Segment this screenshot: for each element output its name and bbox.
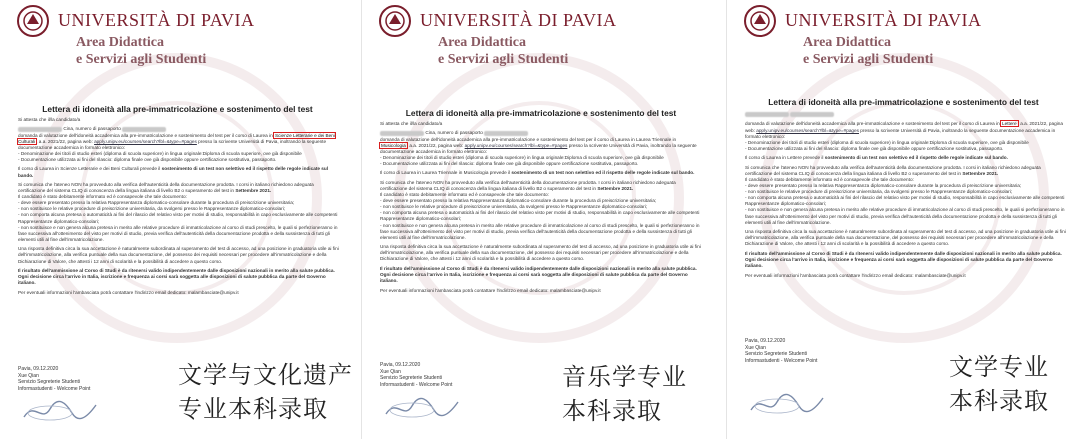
program-highlight: Scienze Letterarie e dei Beni Culturali [18,132,335,144]
letterhead [16,4,346,84]
university-name: UNIVERSITÀ DI PAVIA [58,10,255,30]
university-logo-icon [16,4,50,38]
letterhead [743,4,1073,84]
university-logo-icon [743,4,777,38]
redacted-passport [484,131,528,136]
course-link[interactable]: apply.unipv.eu/courses/search?lbl=&type=#pages [94,138,197,144]
office-name: Area Didattica e Servizi agli Studenti [803,35,934,67]
caption-line-2: 专业本科录取 [178,395,328,423]
caption-line-1: 音乐学专业 [562,363,687,391]
redacted-name [380,131,424,136]
redacted-name [745,112,789,117]
letterhead [378,4,708,84]
redacted-passport [122,127,166,132]
program-highlight: Musicologia [381,142,406,148]
caption-line-2: 本科录取 [562,397,662,425]
letter-panel-1 [0,0,355,439]
signature-block: Pavia, 09.12.2020 Xue Qian Servizio Segreterie Studenti Informastudenti - Welcome Point [18,366,91,392]
handwritten-signature [747,388,827,418]
caption-line-1: 文学专业 [949,353,1049,381]
university-logo-icon [378,4,412,38]
redacted-name [18,127,62,132]
letter-panel-3 [726,0,1080,439]
handwritten-signature [20,395,100,425]
course-link[interactable]: apply.unipv.eu/courses/search?lbl=&type=#pages [756,127,859,133]
university-name: UNIVERSITÀ DI PAVIA [785,10,982,30]
letter-title: Lettera di idoneità alla pre-immatricolazione e sostenimento del test [405,108,677,118]
handwritten-signature [382,392,462,422]
letter-title: Lettera di idoneità alla pre-immatricolazione e sostenimento del test [768,97,1039,107]
letter-body: Si attesta che il/la candidato/a Cina, numero di passaporto domanda di valutazione dell'idoneità accademica alla pre-immatricolazione e sostenimento del test per il corso di Laurea in Laurea Triennale in Musicologia, a.a. 2021/22, pagina web: apply.unipv.eu/courses/search?lbl=&type=#pages presso la scrivente Università di Pavia, inoltrando la seguente documentazione accademica in formato elettronico: - Denominazione dei titoli di studio esteri (diploma di scuola superiore) in lingua originale:Diploma di scuola superiore, ove già disponibile - Documentazione utilizzata ai fini del rilascio: diploma finale ove già disponibile oppure certificazione sostitutiva, passaporto. Il corso di Laurea in Laurea Triennale in Musicologia prevede il sostenimento di un test non selettivo ed il rispetto delle regole indicate sul bando. Si comunica che l'ateneo NON ha provveduto alla verifica dell'autenticità della documentazione prodotta. I corsi in italiano richiedono adeguata certificazione del sistema CLIQ di conoscenza della lingua italiana di livello B2 o superamento del test in Settembre 2021. Il candidato è stato debitamente informato ed è consapevole che tale documento: - deve essere presentato presso la relativa Rappresentanza diplomatico-consolare durante la procedura di preiscrizione universitaria; - non sostituisce le relative procedure di preiscrizione universitaria, da svolgersi presso le Rappresentanze diplomatico-consolari; - non comporta alcuna pretesa o automaticità ai fini del rilascio del relativo visto per motivi di studio, responsabilità in capo esclusivamente alle competenti Rappresentanze diplomatico-consolari; - non sostituisce e non genera alcuna pretesa in merito alle relative procedure di immatricolazione al corso di studi prescelto, le quali si perfezioneranno in fase successiva all'ottenimento del visto per motivi di studio, previa verifica dell'autenticità della documentazione prodotta e della sussistenza di tutti gli elementi utili al fine dell'immatricolazione. Una risposta definitiva circa la sua accettazione è naturalmente subordinata al superamento del test di accesso, ad una posizione in graduatoria utile ai fini dell'immatricolazione, alla verifica puntuale della sua documentazione, del possesso dei requisiti necessari per procedere all'immatricolazione e della Dichiarazione di Valore, che attesti i 12 anni di scolarità e la possibilità di accedere a questo corso. Il risultato dell'ammissione al Corso di Studi è da ritenersi valido indipendentemente dalle disposizioni nazionali in merito alla salute pubblica. Ogni decisione circa l'arrivo in Italia, iscrizione e frequenza ai corsi sarà soggetta alle disposizioni di salute pubblica da parte del Governo italiano. Per eventuali informazioni l'ambasciata potrà contattare l'indirizzo email dedicato: malambasciate@unipv.it [380,121,701,293]
letter-body: Si attesta che il/la candidato/a Cina, numero di passaporto domanda di valutazione dell'idoneità accademica alla pre-immatricolazione e sostenimento del test per il corso di Laurea in Scienze Letterarie e dei Beni Culturali, a.a. 2021/22, pagina web: apply.unipv.eu/courses/search?lbl=&type=#pages presso la scrivente Università di Pavia, inoltrando la seguente documentazione accademica in formato elettronico: - Denominazione dei titoli di studio esteri (diploma di scuola superiore) in lingua originale:Diploma di scuola superiore, ove già disponibile - Documentazione utilizzata ai fini del rilascio: diploma finale ove già disponibile oppure certificazione sostitutiva, passaporto. Il corso di Laurea in Scienze Letterarie e dei Beni Culturali prevede il sostenimento di un test non selettivo ed il rispetto delle regole indicate sul bando. Si comunica che l'ateneo NON ha provveduto alla verifica dell'autenticità della documentazione prodotta. I corsi in italiano richiedono adeguata certificazione del sistema CLIQ di conoscenza della lingua italiana di livello B2 o superamento del test in Settembre 2021. Il candidato è stato debitamente informato ed è consapevole che tale documento: - deve essere presentato presso la relativa Rappresentanza diplomatico-consolare durante la procedura di preiscrizione universitaria; - non sostituisce le relative procedure di preiscrizione universitaria, da svolgersi presso le Rappresentanze diplomatico-consolari; - non comporta alcuna pretesa o automaticità ai fini del rilascio del relativo visto per motivi di studio, responsabilità in capo esclusivamente alle competenti Rappresentanze diplomatico-consolari; - non sostituisce e non genera alcuna pretesa in merito alle relative procedure di immatricolazione al corso di studi prescelto, le quali si perfezioneranno in fase successiva all'ottenimento del visto per motivi di studio, previa verifica dell'autenticità della documentazione prodotta e della sussistenza di tutti gli elementi utili al fine dell'immatricolazione. Una risposta definitiva circa la sua accettazione è naturalmente subordinata al superamento del test di accesso, ad una posizione in graduatoria utile ai fini dell'immatricolazione, alla verifica puntuale della sua documentazione, del possesso dei requisiti necessari per procedere all'immatricolazione e della Dichiarazione di Valore, che attesti i 12 anni di scolarità e la possibilità di accedere a questo corso. Il risultato dell'ammissione al Corso di Studi è da ritenersi valido indipendentemente dalle disposizioni nazionali in merito alla salute pubblica. Ogni decisione circa l'arrivo in Italia, iscrizione e frequenza ai corsi sarà soggetta alle disposizioni di salute pubblica da parte del Governo italiano. Per eventuali informazioni l'ambasciata potrà contattare l'indirizzo email dedicato: malambasciate@unipv.it [18,117,339,295]
office-name: Area Didattica e Servizi agli Studenti [438,35,569,67]
letter-body: domanda di valutazione dell'idoneità accademica alla pre-immatricolazione e sostenimento del test per il corso di Laurea in Lettere, a.a. 2021/22, pagina web: apply.unipv.eu/courses/search?lbl=&type=#pages presso la scrivente Università di Pavia, inoltrando la seguente documentazione accademica in formato elettronico: - Denominazione dei titoli di studio esteri (diploma di scuola superiore) in lingua originale:Diploma di scuola superiore, ove già disponibile - Documentazione utilizzata ai fini del rilascio: diploma finale ove già disponibile oppure certificazione sostitutiva, passaporto. Il corso di Laurea in Lettere prevede il sostenimento di un test non selettivo ed il rispetto delle regole indicate sul bando. Si comunica che l'ateneo NON ha provveduto alla verifica dell'autenticità della documentazione prodotta. I corsi in italiano richiedono adeguata certificazione del sistema CLIQ di conoscenza della lingua italiana di livello B2 o superamento del test in Settembre 2021. Il candidato è stato debitamente informato ed è consapevole che tale documento: - deve essere presentato presso la relativa Rappresentanza diplomatico-consolare durante la procedura di preiscrizione universitaria; - non sostituisce le relative procedure di preiscrizione universitaria, da svolgersi presso le Rappresentanze diplomatico-consolari; - non comporta alcuna pretesa o automaticità ai fini del rilascio del relativo visto per motivi di studio, responsabilità in capo esclusivamente alle competenti Rappresentanze diplomatico-consolari; - non sostituisce e non genera alcuna pretesa in merito alle relative procedure di immatricolazione al corso di studi prescelto, le quali si perfezioneranno in fase successiva all'ottenimento del visto per motivi di studio, previa verifica dell'autenticità della documentazione prodotta e della sussistenza di tutti gli elementi utili al fine dell'immatricolazione. Una risposta definitiva circa la sua accettazione è naturalmente subordinata al superamento del test di accesso, ad una posizione in graduatoria utile ai fini dell'immatricolazione, alla verifica puntuale della sua documentazione, del possesso dei requisiti necessari per procedere all'immatricolazione e della Dichiarazione di Valore, che attesti i 12 anni di scolarità e la possibilità di accedere a questo corso. Il risultato dell'ammissione al Corso di Studi è da ritenersi valido indipendentemente dalle disposizioni nazionali in merito alla salute pubblica. Ogni decisione circa l'arrivo in Italia, iscrizione e frequenza ai corsi sarà soggetta alle disposizioni di salute pubblica da parte del Governo italiano. Per eventuali informazioni l'ambasciata potrà contattare l'indirizzo email dedicato: malambasciate@unipv.it [745,112,1067,282]
letter-title: Lettera di idoneità alla pre-immatricolazione e sostenimento del test [42,104,313,114]
signature-block: Pavia, 09.12.2020 Xue Qian Servizio Segreterie Studenti Informastudenti - Welcome Point [745,338,818,364]
redacted-passport [790,112,834,117]
university-name: UNIVERSITÀ DI PAVIA [420,10,617,30]
office-name: Area Didattica e Servizi agli Studenti [76,35,207,67]
caption-line-1: 文学与文化遗产 [178,361,353,389]
signature-block: Pavia, 09.12.2020 Xue Qian Servizio Segreterie Studenti Informastudenti - Welcome Point [380,362,453,388]
course-link[interactable]: apply.unipv.eu/courses/search?lbl=&type=#pages [464,142,568,148]
letter-panel-2 [361,0,720,439]
program-highlight: Lettere [1002,121,1017,127]
caption-line-2: 本科录取 [949,387,1049,415]
